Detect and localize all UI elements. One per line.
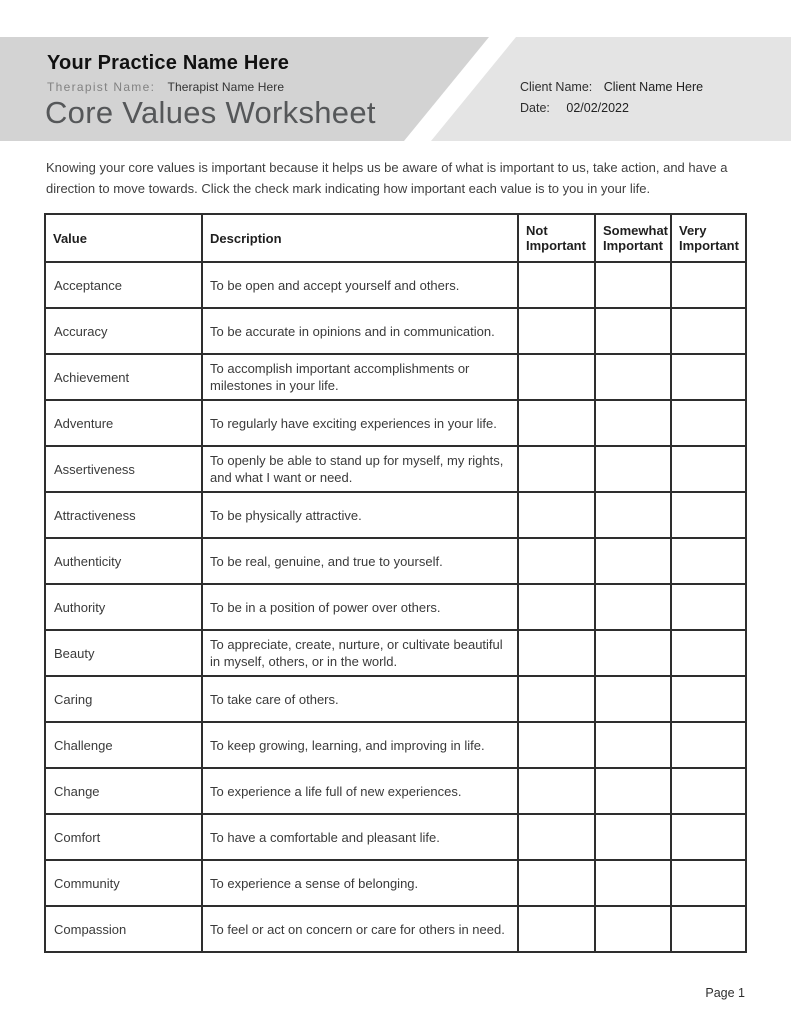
date-value: 02/02/2022: [566, 101, 629, 115]
column-header-somewhat-important: Somewhat Important: [595, 214, 671, 262]
description-cell: To have a comfortable and pleasant life.: [202, 814, 518, 860]
rating-cell-not-important[interactable]: [518, 354, 595, 400]
table-row: [45, 768, 746, 814]
description-cell: To feel or act on concern or care for others in need.: [202, 906, 518, 952]
rating-cell-somewhat-important[interactable]: [595, 308, 671, 354]
rating-cell-very-important[interactable]: [671, 308, 746, 354]
table-row: [45, 676, 746, 722]
rating-cell-somewhat-important[interactable]: [595, 584, 671, 630]
client-name-label: Client Name:: [520, 80, 593, 94]
rating-cell-not-important[interactable]: [518, 538, 595, 584]
value-cell: Compassion: [45, 906, 202, 952]
practice-name: Your Practice Name Here: [47, 52, 290, 74]
rating-cell-very-important[interactable]: [671, 354, 746, 400]
rating-cell-somewhat-important[interactable]: [595, 492, 671, 538]
table-header-row: [45, 214, 746, 262]
rating-cell-somewhat-important[interactable]: [595, 400, 671, 446]
rating-cell-not-important[interactable]: [518, 630, 595, 676]
value-cell: Achievement: [45, 354, 202, 400]
therapist-name-value: Therapist Name Here: [167, 80, 285, 94]
rating-cell-very-important[interactable]: [671, 538, 746, 584]
client-name-value: Client Name Here: [603, 80, 704, 94]
value-cell: Caring: [45, 676, 202, 722]
value-cell: Authority: [45, 584, 202, 630]
rating-cell-not-important[interactable]: [518, 860, 595, 906]
page-number: Page 1: [705, 986, 745, 1000]
rating-cell-somewhat-important[interactable]: [595, 262, 671, 308]
rating-cell-not-important[interactable]: [518, 308, 595, 354]
column-header-description: Description: [202, 214, 518, 262]
description-cell: To experience a life full of new experiences.: [202, 768, 518, 814]
description-cell: To appreciate, create, nurture, or cultivate beautiful in myself, others, or in the world.: [202, 630, 518, 676]
rating-cell-somewhat-important[interactable]: [595, 860, 671, 906]
rating-cell-very-important[interactable]: [671, 906, 746, 952]
rating-cell-very-important[interactable]: [671, 768, 746, 814]
rating-cell-not-important[interactable]: [518, 906, 595, 952]
column-header-very-important: Very Important: [671, 214, 746, 262]
worksheet-title: Core Values Worksheet: [45, 95, 376, 130]
description-cell: To be in a position of power over others.: [202, 584, 518, 630]
description-cell: To be real, genuine, and true to yourself.: [202, 538, 518, 584]
column-header-value: Value: [45, 214, 202, 262]
rating-cell-not-important[interactable]: [518, 446, 595, 492]
description-cell: To be physically attractive.: [202, 492, 518, 538]
table-row: [45, 492, 746, 538]
rating-cell-somewhat-important[interactable]: [595, 722, 671, 768]
table-row: [45, 584, 746, 630]
description-cell: To accomplish important accomplishments or milestones in your life.: [202, 354, 518, 400]
rating-cell-not-important[interactable]: [518, 584, 595, 630]
rating-cell-somewhat-important[interactable]: [595, 814, 671, 860]
value-cell: Acceptance: [45, 262, 202, 308]
table-row: [45, 860, 746, 906]
table-row: [45, 308, 746, 354]
rating-cell-somewhat-important[interactable]: [595, 768, 671, 814]
rating-cell-not-important[interactable]: [518, 814, 595, 860]
rating-cell-somewhat-important[interactable]: [595, 354, 671, 400]
rating-cell-not-important[interactable]: [518, 262, 595, 308]
table-row: [45, 400, 746, 446]
rating-cell-not-important[interactable]: [518, 400, 595, 446]
client-name-line: [520, 80, 703, 94]
value-cell: Challenge: [45, 722, 202, 768]
value-cell: Community: [45, 860, 202, 906]
rating-cell-very-important[interactable]: [671, 630, 746, 676]
table-row: [45, 538, 746, 584]
rating-cell-very-important[interactable]: [671, 492, 746, 538]
rating-cell-very-important[interactable]: [671, 722, 746, 768]
rating-cell-not-important[interactable]: [518, 722, 595, 768]
rating-cell-very-important[interactable]: [671, 676, 746, 722]
rating-cell-very-important[interactable]: [671, 584, 746, 630]
description-cell: To be accurate in opinions and in communication.: [202, 308, 518, 354]
rating-cell-very-important[interactable]: [671, 446, 746, 492]
intro-text: Knowing your core values is important because it helps us be aware of what is important to us, take action, and have a direction to move towards. Click the check mark indicating how important each value is to you in your life.: [46, 160, 728, 196]
table-row: [45, 722, 746, 768]
rating-cell-very-important[interactable]: [671, 400, 746, 446]
description-cell: To experience a sense of belonging.: [202, 860, 518, 906]
date-line: [520, 101, 629, 115]
rating-cell-very-important[interactable]: [671, 262, 746, 308]
value-cell: Accuracy: [45, 308, 202, 354]
value-cell: Change: [45, 768, 202, 814]
rating-cell-not-important[interactable]: [518, 768, 595, 814]
rating-cell-very-important[interactable]: [671, 814, 746, 860]
value-cell: Beauty: [45, 630, 202, 676]
rating-cell-somewhat-important[interactable]: [595, 630, 671, 676]
rating-cell-somewhat-important[interactable]: [595, 906, 671, 952]
rating-cell-somewhat-important[interactable]: [595, 538, 671, 584]
therapist-line: [47, 80, 284, 94]
therapist-name-label: Therapist Name:: [47, 80, 156, 94]
rating-cell-very-important[interactable]: [671, 860, 746, 906]
table-row: [45, 446, 746, 492]
rating-cell-not-important[interactable]: [518, 492, 595, 538]
table-row: [45, 814, 746, 860]
value-cell: Comfort: [45, 814, 202, 860]
description-cell: To take care of others.: [202, 676, 518, 722]
value-cell: Attractiveness: [45, 492, 202, 538]
rating-cell-not-important[interactable]: [518, 676, 595, 722]
value-cell: Authenticity: [45, 538, 202, 584]
description-cell: To regularly have exciting experiences in your life.: [202, 400, 518, 446]
table-row: [45, 630, 746, 676]
table-row: [45, 906, 746, 952]
description-cell: To openly be able to stand up for myself, my rights, and what I want or need.: [202, 446, 518, 492]
core-values-table: [44, 213, 747, 953]
rating-cell-somewhat-important[interactable]: [595, 446, 671, 492]
date-label: Date:: [520, 101, 550, 115]
rating-cell-somewhat-important[interactable]: [595, 676, 671, 722]
column-header-not-important: Not Important: [518, 214, 595, 262]
value-cell: Adventure: [45, 400, 202, 446]
table-row: [45, 262, 746, 308]
table-row: [45, 354, 746, 400]
value-cell: Assertiveness: [45, 446, 202, 492]
description-cell: To keep growing, learning, and improving in life.: [202, 722, 518, 768]
description-cell: To be open and accept yourself and others.: [202, 262, 518, 308]
